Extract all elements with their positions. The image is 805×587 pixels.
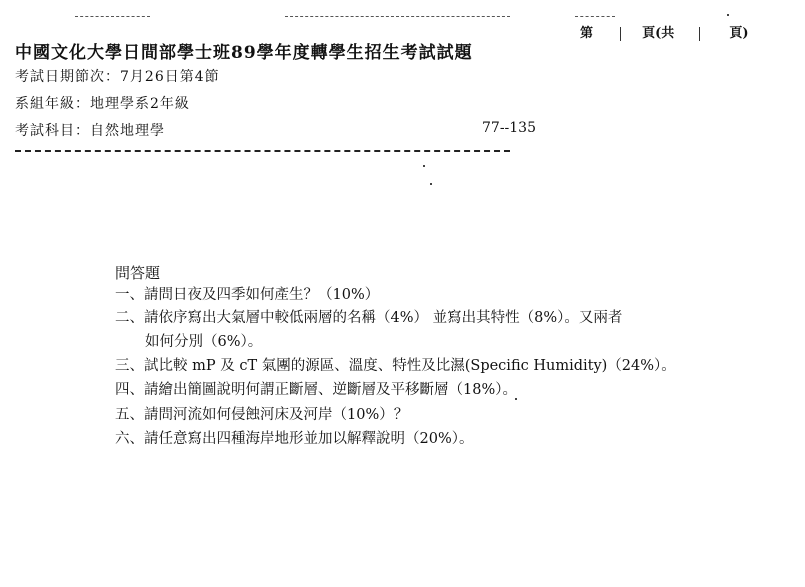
- exam-date: 考試日期節次：7月26日第4節: [15, 69, 220, 85]
- page-number-divider: [620, 27, 621, 41]
- scan-mark-left: [75, 16, 150, 17]
- scan-speck: [423, 165, 425, 167]
- question-2: [115, 306, 622, 327]
- department-grade: 系組年級：地理學系2年級: [15, 96, 190, 112]
- exam-title: 中國文化大學日間部學士班89學年度轉學生招生考試試題: [15, 43, 473, 63]
- question-number: 一、: [115, 287, 144, 303]
- scan-speck: [727, 14, 729, 16]
- question-3: [115, 354, 676, 375]
- question-text: 請問日夜及四季如何產生？（10%）: [144, 287, 380, 303]
- question-2-continuation: 如何分別（6%）。: [145, 334, 263, 350]
- scan-speck: [430, 183, 432, 185]
- question-5: [115, 403, 408, 424]
- question-1: [115, 283, 379, 304]
- question-number: 五、: [115, 407, 144, 423]
- scan-mark-center: [285, 16, 510, 17]
- question-text: 請問河流如何侵蝕河床及河岸（10%）？: [144, 407, 409, 423]
- header-divider: [15, 150, 510, 152]
- question-number: 六、: [115, 431, 144, 447]
- question-4: [115, 378, 517, 399]
- page-label-middle: 頁(共: [642, 26, 675, 41]
- question-text: 試比較 mP 及 cT 氣團的源區、溫度、特性及比濕(Specific Humidity)（24%）。: [144, 358, 676, 374]
- question-number: 三、: [115, 358, 144, 374]
- section-heading: 問答題: [115, 264, 161, 282]
- page-label-prefix: 第: [580, 26, 594, 41]
- scan-mark-right: [575, 16, 615, 17]
- question-text: 請任意寫出四種海岸地形並加以解釋說明（20%）。: [144, 431, 474, 447]
- question-text: 請繪出簡圖說明何謂正斷層、逆斷層及平移斷層（18%）。: [144, 382, 517, 398]
- exam-subject: 考試科目：自然地理學: [15, 123, 165, 139]
- page-number: [580, 22, 749, 41]
- question-6: [115, 427, 473, 448]
- question-number: 二、: [115, 310, 144, 326]
- exam-code: 77--135: [482, 120, 536, 136]
- question-number: 四、: [115, 382, 144, 398]
- page-label-suffix: 頁): [729, 26, 749, 41]
- question-text: 請依序寫出大氣層中較低兩層的名稱（4%） 並寫出其特性（8%）。又兩者: [144, 310, 623, 326]
- page-total-divider: [699, 27, 700, 41]
